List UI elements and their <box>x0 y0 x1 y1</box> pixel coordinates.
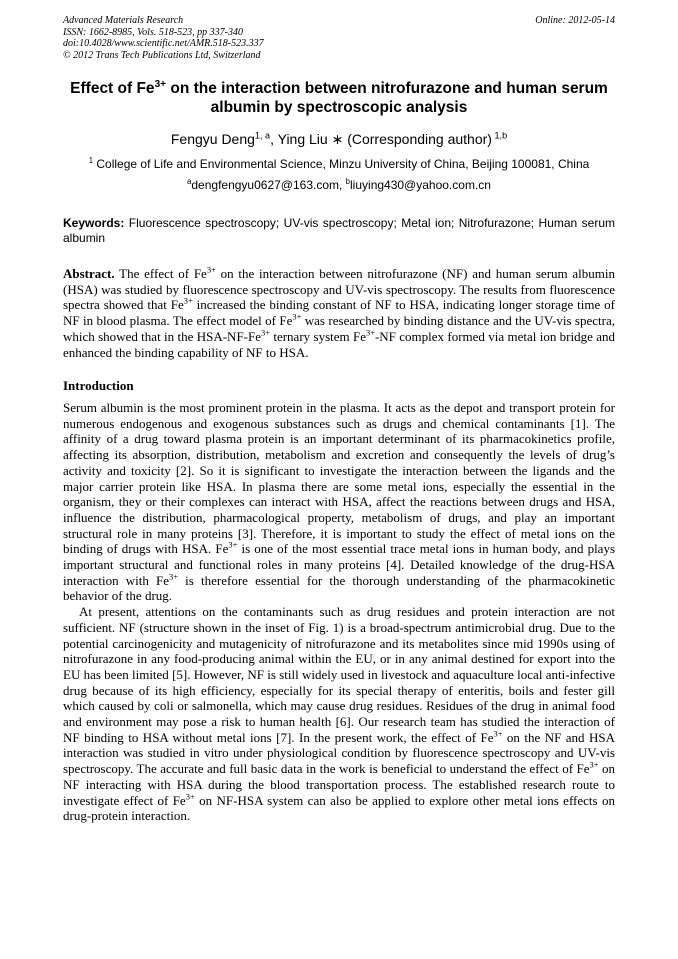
introduction-heading: Introduction <box>63 378 134 393</box>
abstract-text-2: on the interaction between nitrofurazone (NF) and human serum albumin (HSA) was studied by fluorescence spectroscopy and UV-vis spectroscopy. The results from fluorescence spectra showed that Fe <box>63 266 615 313</box>
intro-p2-text-2: on the NF and HSA interaction was studied in vitro under physiological condition by fluorescence spectroscopy and UV-vis spectroscopy. The accurate and full basic data in the work is beneficial to understand the effect of Fe <box>63 729 615 777</box>
introduction-body <box>63 400 615 824</box>
issn-line: ISSN: 1662-8985, Vols. 518-523, pp 337-340 <box>63 26 243 38</box>
abstract-text-1: The effect of Fe <box>114 266 207 281</box>
author-2-name: , Ying Liu ∗ (Corresponding author) <box>270 131 492 147</box>
title-sup: 3+ <box>154 78 167 90</box>
fe-superscript: 3+ <box>261 327 270 338</box>
fe-superscript: 3+ <box>365 327 375 338</box>
email-b-sup: b <box>345 177 351 186</box>
title-part1: Effect of Fe <box>70 80 155 97</box>
affiliation <box>63 157 615 171</box>
abstract-text-4: was researched by binding distance and the UV-vis spectra, which showed that in the HSA-NF-Fe <box>63 313 615 344</box>
fe-superscript: 3+ <box>185 791 195 802</box>
title-part2: on the interaction between nitrofurazone and human serum albumin by spectroscopic analysis <box>166 80 608 116</box>
fe-superscript: 3+ <box>206 264 216 275</box>
fe-superscript: 3+ <box>169 571 179 582</box>
fe-superscript: 3+ <box>228 540 238 550</box>
intro-p1-text-3: is therefore essential for the thorough understanding of the pharmacokinetic behavior of the drug. <box>63 572 615 604</box>
intro-p2-text-1: At present, attentions on the contaminants such as drug residues and protein interaction are not sufficient. NF (structure shown in the inset of Fig. 1) is a broad-spectrum antimicrobial drug. Due to the potential carcinogenicity and mutagenicity of nitrofurazone and its metabolites since mid 1990s using of nitrofurazone in any food-producing animal within the EU, or in any animal destined for export into the EU has been limited [5]. However, NF is still widely used in livestock and aquaculture local anti-infective drug because of its high efficiency, especially for its special therapy of enteritis, boils and fester gill which caused by coli or salmonella, which may cause drug residues. Residues of the drug in animal food and environment may pose a risk to human health [6]. Our research team has studied the interaction of NF binding to HSA without metal ions [7]. In the present work, the effect of Fe <box>63 604 615 745</box>
intro-p1-text-1: Serum albumin is the most prominent protein in the plasma. It acts as the depot and transport protein for numerous endogenous and exogenous substances such as drugs and chemical contaminants [1]. The affinity of a drug toward plasma protein is an important determinant of its pharmacokinetics profile, affecting its absorption, distribution, metabolism and excretion and consequently the levels of drug’s activity and toxicity [2]. So it is significant to investigate the interaction between the ligands and the major carrier protein like HSA. In plasma there are some metal ions, especially the essential in the organism, they or their complexes can interact with HSA, affect the reactions between drugs and HSA, influence the distribution, pharmacological property, metabolism of drugs, and play an important structural role in many proteins [3]. Therefore, it is important to study the effect of metal ions on the binding of drugs with HSA. Fe <box>63 400 615 557</box>
keywords-block <box>63 216 615 246</box>
fe-superscript: 3+ <box>589 759 599 770</box>
fe-superscript: 3+ <box>493 728 503 739</box>
email-line <box>63 178 615 192</box>
keywords-label: Keywords: <box>63 216 125 230</box>
author-2-sup: 1,b <box>491 130 508 141</box>
keywords-text: Fluorescence spectroscopy; UV-vis spectroscopy; Metal ion; Nitrofurazone; Human serum albumin <box>63 216 615 245</box>
fe-superscript: 3+ <box>292 311 302 322</box>
affiliation-sup: 1 <box>88 156 94 165</box>
fe-superscript: 3+ <box>183 296 193 307</box>
intro-p2-text-3: on NF interacting with HSA during the blood transportation process. The established research route to investigate effect of Fe <box>63 761 616 808</box>
abstract-label: Abstract. <box>63 266 115 281</box>
journal-header <box>63 15 615 61</box>
affiliation-text: College of Life and Environmental Science, Minzu University of China, Beijing 100081, China <box>93 157 590 171</box>
intro-paragraph-1 <box>63 400 615 604</box>
authors-line <box>63 131 615 148</box>
email-a-sup: a <box>187 177 192 186</box>
doi-line: doi:10.4028/www.scientific.net/AMR.518-523.337 <box>63 38 264 49</box>
intro-paragraph-2 <box>63 604 615 824</box>
intro-p2-text-4: on NF-HSA system can also be applied to explore other metal ions effects on drug-protein interaction. <box>63 792 615 824</box>
abstract-text-6: -NF complex formed via metal ion bridge and enhanced the binding capability of NF to HSA. <box>63 328 615 360</box>
abstract-block <box>63 266 615 360</box>
abstract-text-3: increased the binding constant of NF to HSA, indicating longer storage time of NF in blood plasma. The effect model of Fe <box>63 297 615 329</box>
journal-name: Advanced Materials Research <box>63 15 184 26</box>
intro-p1-text-2: is one of the most essential trace metal ions in human body, and plays important structural and functional roles in many proteins [4]. Detailed knowledge of the drug-HSA interaction with Fe <box>63 541 616 588</box>
author-1-name: Fengyu Deng <box>170 131 255 147</box>
abstract-text-5: ternary system Fe <box>270 328 366 344</box>
author-1-sup: 1, a <box>254 130 271 141</box>
copyright-line: © 2012 Trans Tech Publications Ltd, Switzerland <box>63 49 261 61</box>
email-b[interactable]: liuying430@yahoo.com.cn <box>350 178 491 192</box>
email-a[interactable]: dengfengyu0627@163.com, <box>191 178 346 192</box>
paper-title <box>63 79 615 117</box>
online-date: Online: 2012-05-14 <box>535 15 615 26</box>
